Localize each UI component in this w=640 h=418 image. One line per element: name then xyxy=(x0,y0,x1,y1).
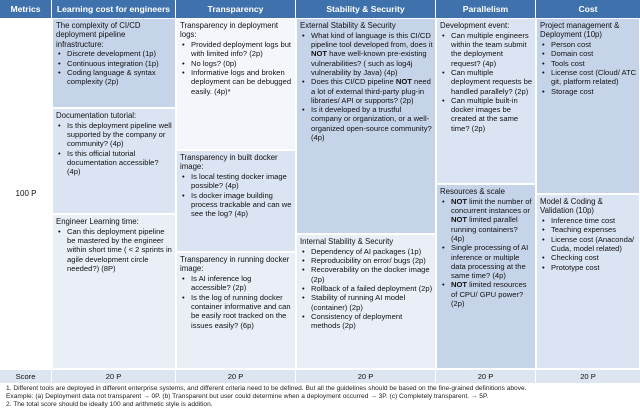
footnote-line: Example: (a) Deployment data not transparent → 0P. (b) Transparent but user could determine when a deployment occurred → 3P. (c) Completely transparent. → 5P. xyxy=(6,393,489,401)
criterion-item: • Storage cost xyxy=(540,87,637,96)
cell-title: Resources & scale xyxy=(440,187,506,196)
criterion-text: Consistency of deployment methods (2p) xyxy=(311,311,403,331)
criterion-text: Dependency of AI packages (1p) xyxy=(311,246,422,256)
transparency-logs-cell xyxy=(176,18,296,150)
column-parallelism xyxy=(436,18,536,369)
criterion-item: • Checking cost xyxy=(540,253,637,262)
development-event-cell xyxy=(436,18,536,184)
cell-title: External Stability & Security xyxy=(300,21,396,30)
emphasis-text: NOT xyxy=(395,77,412,87)
criterion-text: need a lot of external third-party plug-in libraries/ API or supports? (2p) xyxy=(311,77,431,105)
transparency-docker-run-cell xyxy=(176,252,296,369)
criterion-item: • Teaching expenses xyxy=(540,225,637,234)
cell-title: Documentation tutorial: xyxy=(56,111,137,120)
criterion-item: • Prototype cost xyxy=(540,263,637,272)
criterion-item xyxy=(440,96,533,133)
criterion-item: • License cost (Cloud/ ATC git, platform related) xyxy=(540,68,637,87)
criterion-text: limited resources of CPU/ GPU power? (2p) xyxy=(451,280,527,309)
score-transparency: 20 P xyxy=(176,370,296,383)
cell-title: Engineer Learning time: xyxy=(56,217,139,226)
column-cost xyxy=(536,18,640,369)
criterion-item xyxy=(300,256,433,265)
criterion-item xyxy=(440,280,533,308)
learning-time-cell xyxy=(52,214,176,369)
internal-stability-cell xyxy=(296,234,436,369)
cell-title: Transparency in built docker image: xyxy=(180,153,278,172)
cell-title: Model & Coding & Validation (10p) xyxy=(540,197,603,216)
metrics-total-points: 100 P xyxy=(15,189,37,198)
cell-title: Project management & Deployment (10p) xyxy=(540,21,620,40)
external-stability-cell xyxy=(296,18,436,234)
criterion-text: limit the number of concurrent instances or xyxy=(451,196,532,216)
transparency-docker-build-cell xyxy=(176,150,296,252)
score-cost: 20 P xyxy=(536,370,640,383)
criterion-text: Stability of running AI model (container) (2p) xyxy=(311,293,406,312)
criterion-item xyxy=(300,312,433,331)
learning-complexity-cell xyxy=(52,18,176,108)
criterion-item: • Informative logs and broken deployment can be debugged easily. (4p)* xyxy=(180,68,293,96)
criterion-item xyxy=(440,31,533,68)
criterion-item xyxy=(300,77,433,105)
criterion-item: • Is this official tutorial documentation accessible? (4p) xyxy=(56,149,173,177)
criterion-text: Can multiple built-in docker images be created at the same time? (2p) xyxy=(451,95,519,133)
header-cost: Cost xyxy=(536,0,640,18)
criterion-item: • Is AI inference log accessible? (2p) xyxy=(180,274,293,293)
criterion-text: Reproducibility on error/ bugs (2p) xyxy=(311,256,426,266)
criterion-text: Rollback of a failed deployment (2p) xyxy=(311,283,433,293)
criterion-text: Can multiple engineers within the team submit the deployment request? (4p) xyxy=(451,30,529,68)
criterion-item xyxy=(300,105,433,142)
criterion-item xyxy=(440,243,533,280)
cell-title: The complexity of CI/CD deployment pipeline infrastructure: xyxy=(56,21,141,49)
criterion-text: Can multiple deployment requests be handled parallely? (2p) xyxy=(451,67,533,96)
column-learning-cost xyxy=(52,18,176,369)
criterion-item xyxy=(300,293,433,312)
criterion-item: • Discrete development (1p) xyxy=(56,49,173,58)
criterion-text: Is it developed by a trustful company or organization, or a well-organized open-source community? (4p) xyxy=(311,105,432,143)
emphasis-text: NOT xyxy=(451,280,468,290)
criterion-item xyxy=(300,247,433,256)
criterion-item xyxy=(300,284,433,293)
column-transparency xyxy=(176,18,296,369)
criterion-item: • License cost (Anaconda/ Cuda, model related) xyxy=(540,235,637,254)
criterion-item: • Continuous integration (1p) xyxy=(56,59,173,68)
header-stability-security: Stability & Security xyxy=(296,0,436,18)
footnote-line: 2. The total score should be ideally 100 and arithmetic style is addition. xyxy=(6,401,213,409)
header-learning-cost: Learning cost for engineers xyxy=(52,0,176,18)
criterion-text: Does this CI/CD pipeline xyxy=(311,77,396,87)
criterion-item: • Can this deployment pipeline be mastered by the engineer within short time ( < 2 sprints in agile development circle needed?) (8P) xyxy=(56,227,173,273)
metrics-cell xyxy=(0,18,52,369)
header-transparency: Transparency xyxy=(176,0,296,18)
header-metrics: Metrics xyxy=(0,0,52,18)
emphasis-text: NOT xyxy=(311,49,328,59)
criterion-item: • Inference time cost xyxy=(540,216,637,225)
footnotes xyxy=(0,385,640,410)
criterion-item xyxy=(440,197,533,243)
criterion-item: • Tools cost xyxy=(540,59,637,68)
column-stability-security xyxy=(296,18,436,369)
footnote-line: 1. Different tools are deployed in different enterprise systems, and different criteria need to be defined. But all the guidelines should be based on the fine-grained definitions above. xyxy=(6,385,527,392)
criterion-item: • Person cost xyxy=(540,40,637,49)
cell-title: Internal Stability & Security xyxy=(300,237,394,246)
emphasis-text: NOT xyxy=(451,196,468,206)
criterion-text: What kind of language is this CI/CD pipeline tool developed from, does it xyxy=(311,30,433,50)
criterion-item: • Is this deployment pipeline well supported by the company or community? (4p) xyxy=(56,121,173,149)
score-label: Score xyxy=(0,370,52,383)
criterion-item xyxy=(300,265,433,284)
criterion-item xyxy=(300,31,433,77)
cell-title: Development event: xyxy=(440,21,510,30)
criterion-item: • Is local testing docker image possible? (4p) xyxy=(180,172,293,191)
criterion-item: • Is the log of running docker container informative and can be easily root tracked on the issues easily? (6p) xyxy=(180,293,293,330)
criterion-item: • Domain cost xyxy=(540,49,637,58)
criterion-item: • Provided deployment logs but with limited info? (2p) xyxy=(180,40,293,59)
score-learning-cost: 20 P xyxy=(52,370,176,383)
criterion-text: Single processing of AI inference or multiple data processing at the same time? (4p) xyxy=(451,243,529,281)
criterion-text: have well-known pre-existing vulnerabilities? ( such as log4j vulnerability by Java) (4p) xyxy=(311,49,427,77)
criterion-item: • Coding language & syntax complexity (2p) xyxy=(56,68,173,87)
resources-scale-cell xyxy=(436,184,536,369)
score-stability-security: 20 P xyxy=(296,370,436,383)
criterion-item xyxy=(440,68,533,96)
learning-documentation-cell xyxy=(52,108,176,214)
cell-title: Transparency in deployment logs: xyxy=(180,21,279,40)
model-coding-cost-cell xyxy=(536,194,640,369)
criterion-text: Recoverability on the docker image (2p) xyxy=(311,265,430,284)
score-parallelism: 20 P xyxy=(436,370,536,383)
emphasis-text: NOT xyxy=(451,215,468,225)
cell-title: Transparency in running docker image: xyxy=(180,255,290,274)
project-management-cost-cell xyxy=(536,18,640,194)
criterion-text: limited parallel running containers? (4p) xyxy=(451,215,518,243)
header-parallelism: Parallelism xyxy=(436,0,536,18)
criterion-item: • No logs? (0p) xyxy=(180,59,293,68)
criterion-item: • Is docker image building process trackable and can we see the log? (4p) xyxy=(180,191,293,219)
